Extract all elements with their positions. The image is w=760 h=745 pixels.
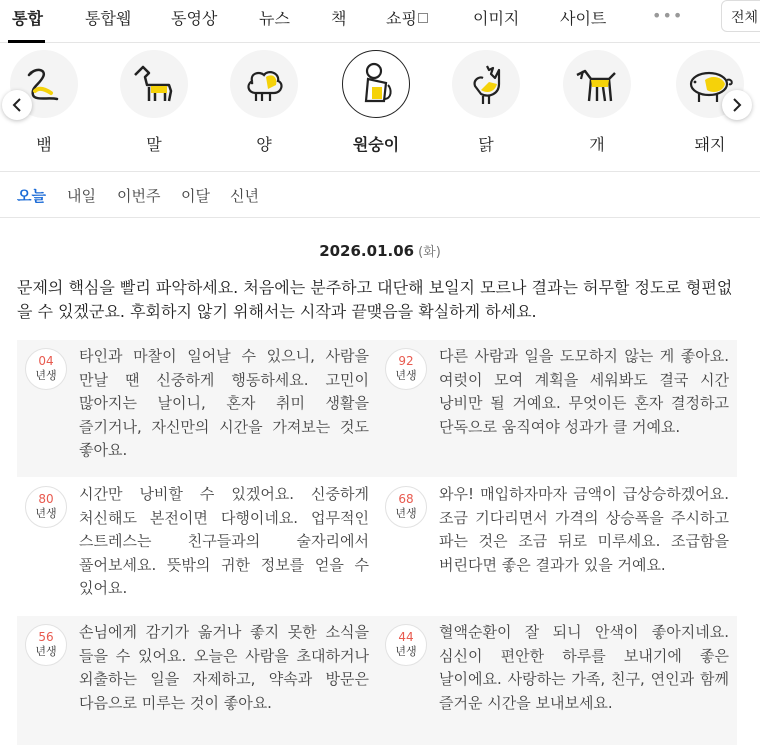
- birth-year-card: [17, 616, 377, 745]
- birth-year-card: [17, 478, 377, 615]
- zodiac-carousel: [0, 44, 760, 172]
- zodiac-sheep[interactable]: [224, 50, 304, 155]
- zodiac-dog[interactable]: [557, 50, 637, 155]
- day-of-week: (화): [418, 245, 441, 260]
- fortune-summary: 문제의 핵심을 빨리 파악하세요. 처음에는 분주하고 대단해 보일지 모르나 결과는 허무할 정도로 형편없을 수 있겠군요. 후회하지 않기 위해서는 시작과 끝맺음을 확실하게 하세요.: [17, 278, 733, 321]
- card-fortune-text: 손님에게 감기가 옮거나 좋지 못한 소식을 들을 수 있어요. 오늘은 사람을 초대하거나 외출하는 일을 자제하고, 약속과 방문은 다음으로 미루는 것이 좋아요.: [79, 623, 369, 712]
- birth-year-suffix: 년생: [35, 645, 57, 658]
- tab-integrated[interactable]: 통합: [12, 9, 43, 28]
- card-fortune-text: 혈액순환이 잘 되니 안색이 좋아지네요. 심신이 편안한 하루를 보내기에 좋은 날이에요. 사랑하는 가족, 친구, 연인과 함께 즐거운 시간을 보내보세요.: [439, 623, 729, 712]
- tab-integrated-web[interactable]: 통합웹: [85, 9, 132, 28]
- more-tabs-button[interactable]: •••: [652, 6, 684, 25]
- zodiac-monkey[interactable]: [336, 50, 416, 155]
- zodiac-name: 개: [589, 135, 605, 154]
- birth-year-card: [377, 478, 737, 615]
- card-fortune-text: 다른 사람과 일을 도모하지 않는 게 좋아요. 여럿이 모여 계획을 세워봐도 결국 시간 낭비만 될 거예요. 무엇이든 혼자 결정하고 단독으로 움직여야 성과가 클 거예요.: [439, 347, 729, 436]
- horse-icon: [120, 50, 188, 118]
- active-tab-indicator: [8, 40, 45, 43]
- birth-year-suffix: 년생: [35, 369, 57, 382]
- tab-images[interactable]: 이미지: [473, 9, 520, 28]
- birth-year-badge: [385, 348, 427, 390]
- birth-year-badge: [25, 348, 67, 390]
- zodiac-rooster[interactable]: [446, 50, 526, 155]
- external-link-icon: [418, 13, 428, 23]
- tab-news[interactable]: 뉴스: [259, 9, 290, 28]
- rooster-icon: [452, 50, 520, 118]
- tab-video[interactable]: 동영상: [171, 9, 218, 28]
- birth-year: 56: [38, 630, 54, 644]
- period-tab-new-year[interactable]: 신년: [230, 187, 259, 205]
- birth-year-badge: [25, 486, 67, 528]
- monkey-icon: [342, 50, 410, 118]
- date-value: 2026.01.06: [319, 242, 415, 260]
- card-fortune-text: 타인과 마찰이 일어날 수 있으니, 사람을 만날 땐 신중하게 행동하세요. 고민이 많아지는 날이니, 혼자 취미 생활을 즐기거나, 자신만의 시간을 가져보는 것도 좋아요.: [79, 347, 369, 459]
- card-fortune-text: 시간만 낭비할 수 있겠어요. 신중하게 처신해도 본전이면 다행이네요. 업무적인 스트레스는 친구들과의 술자리에서 풀어보세요. 뜻밖의 귀한 정보를 얻을 수 있어요.: [79, 485, 369, 597]
- birth-year-suffix: 년생: [395, 645, 417, 658]
- birth-year-card: [377, 616, 737, 745]
- tab-shopping-label: 쇼핑: [386, 9, 417, 28]
- birth-year: 92: [398, 354, 414, 368]
- period-tab-this-week[interactable]: 이번주: [117, 187, 161, 205]
- birth-year-badge: [385, 624, 427, 666]
- zodiac-name: 말: [146, 135, 162, 154]
- birth-year-badge: [25, 624, 67, 666]
- period-tabs: [0, 173, 760, 218]
- dog-icon: [563, 50, 631, 118]
- chevron-left-icon: [12, 98, 22, 112]
- birth-year-card: [17, 340, 377, 477]
- zodiac-name: 양: [256, 135, 272, 154]
- zodiac-name: 돼지: [694, 135, 726, 154]
- birth-year-badge: [385, 486, 427, 528]
- search-tab-bar: [0, 0, 760, 43]
- birth-year-suffix: 년생: [35, 507, 57, 520]
- birth-year: 68: [398, 492, 414, 506]
- birth-year: 44: [398, 630, 414, 644]
- birth-year-card: [377, 340, 737, 477]
- birth-year: 80: [38, 492, 54, 506]
- zodiac-name: 원숭이: [352, 135, 400, 154]
- tab-books[interactable]: 책: [331, 9, 347, 28]
- chevron-right-icon: [732, 98, 742, 112]
- tab-sites[interactable]: 사이트: [560, 9, 607, 28]
- zodiac-name: 뱀: [36, 135, 52, 154]
- carousel-next-button[interactable]: [722, 90, 752, 120]
- birth-year: 04: [38, 354, 54, 368]
- sheep-icon: [230, 50, 298, 118]
- zodiac-horse[interactable]: [114, 50, 194, 155]
- zodiac-name: 닭: [478, 135, 494, 154]
- tab-shopping[interactable]: [386, 6, 428, 29]
- fortune-date: [0, 241, 760, 260]
- all-button[interactable]: 전체: [721, 0, 760, 32]
- period-tab-today[interactable]: 오늘: [17, 187, 46, 205]
- carousel-prev-button[interactable]: [2, 90, 32, 120]
- period-tab-tomorrow[interactable]: 내일: [67, 187, 96, 205]
- birth-year-suffix: 년생: [395, 507, 417, 520]
- birth-year-suffix: 년생: [395, 369, 417, 382]
- period-tab-this-month[interactable]: 이달: [181, 187, 210, 205]
- card-fortune-text: 와우! 매입하자마자 금액이 급상승하겠어요. 조금 기다리면서 가격의 상승폭을 주시하고 파는 것은 조금 뒤로 미루세요. 조급함을 버린다면 좋은 결과가 있을 거예요.: [439, 485, 729, 574]
